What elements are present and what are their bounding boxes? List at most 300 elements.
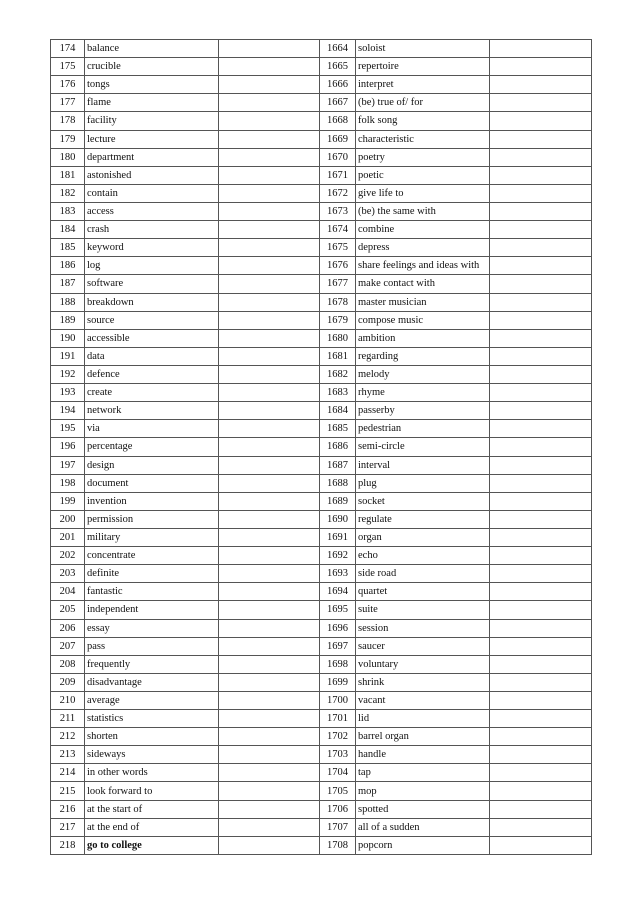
left-number-cell: 182 bbox=[51, 184, 85, 202]
left-blank-cell bbox=[219, 601, 320, 619]
table-row bbox=[51, 402, 592, 420]
left-blank-cell bbox=[219, 836, 320, 854]
right-blank-cell bbox=[490, 655, 592, 673]
right-word-cell: regarding bbox=[356, 347, 490, 365]
right-blank-cell bbox=[490, 438, 592, 456]
left-word-cell: network bbox=[85, 402, 219, 420]
right-blank-cell bbox=[490, 148, 592, 166]
left-number-cell: 188 bbox=[51, 293, 85, 311]
right-blank-cell bbox=[490, 474, 592, 492]
table-row bbox=[51, 637, 592, 655]
right-blank-cell bbox=[490, 275, 592, 293]
left-word-cell: fantastic bbox=[85, 583, 219, 601]
left-word-cell: at the start of bbox=[85, 800, 219, 818]
left-word-cell: design bbox=[85, 456, 219, 474]
left-word-cell: department bbox=[85, 148, 219, 166]
left-word-cell: permission bbox=[85, 510, 219, 528]
table-row bbox=[51, 329, 592, 347]
left-blank-cell bbox=[219, 347, 320, 365]
left-number-cell: 181 bbox=[51, 166, 85, 184]
left-number-cell: 210 bbox=[51, 691, 85, 709]
left-blank-cell bbox=[219, 583, 320, 601]
right-blank-cell bbox=[490, 565, 592, 583]
table-row bbox=[51, 746, 592, 764]
table-row bbox=[51, 202, 592, 220]
right-word-cell: shrink bbox=[356, 673, 490, 691]
right-blank-cell bbox=[490, 184, 592, 202]
right-number-cell: 1677 bbox=[320, 275, 356, 293]
left-number-cell: 209 bbox=[51, 673, 85, 691]
left-blank-cell bbox=[219, 94, 320, 112]
table-row bbox=[51, 438, 592, 456]
left-blank-cell bbox=[219, 58, 320, 76]
left-word-cell: shorten bbox=[85, 728, 219, 746]
left-blank-cell bbox=[219, 239, 320, 257]
table-row bbox=[51, 275, 592, 293]
right-word-cell: quartet bbox=[356, 583, 490, 601]
left-blank-cell bbox=[219, 637, 320, 655]
right-number-cell: 1707 bbox=[320, 818, 356, 836]
right-number-cell: 1683 bbox=[320, 384, 356, 402]
table-row bbox=[51, 420, 592, 438]
left-word-cell: defence bbox=[85, 365, 219, 383]
left-number-cell: 215 bbox=[51, 782, 85, 800]
right-number-cell: 1684 bbox=[320, 402, 356, 420]
right-blank-cell bbox=[490, 601, 592, 619]
left-blank-cell bbox=[219, 800, 320, 818]
table-row bbox=[51, 76, 592, 94]
right-word-cell: popcorn bbox=[356, 836, 490, 854]
right-number-cell: 1705 bbox=[320, 782, 356, 800]
right-number-cell: 1699 bbox=[320, 673, 356, 691]
left-blank-cell bbox=[219, 329, 320, 347]
left-word-cell: look forward to bbox=[85, 782, 219, 800]
right-blank-cell bbox=[490, 456, 592, 474]
right-number-cell: 1691 bbox=[320, 528, 356, 546]
right-number-cell: 1678 bbox=[320, 293, 356, 311]
right-word-cell: melody bbox=[356, 365, 490, 383]
left-blank-cell bbox=[219, 673, 320, 691]
right-word-cell: tap bbox=[356, 764, 490, 782]
table-row bbox=[51, 166, 592, 184]
right-word-cell: vacant bbox=[356, 691, 490, 709]
left-word-cell: via bbox=[85, 420, 219, 438]
right-word-cell: characteristic bbox=[356, 130, 490, 148]
left-blank-cell bbox=[219, 547, 320, 565]
left-blank-cell bbox=[219, 492, 320, 510]
right-word-cell: voluntary bbox=[356, 655, 490, 673]
left-word-cell: average bbox=[85, 691, 219, 709]
right-blank-cell bbox=[490, 257, 592, 275]
table-row bbox=[51, 184, 592, 202]
left-word-cell: facility bbox=[85, 112, 219, 130]
right-number-cell: 1698 bbox=[320, 655, 356, 673]
right-number-cell: 1696 bbox=[320, 619, 356, 637]
left-blank-cell bbox=[219, 275, 320, 293]
right-number-cell: 1692 bbox=[320, 547, 356, 565]
right-word-cell: socket bbox=[356, 492, 490, 510]
table-row bbox=[51, 728, 592, 746]
left-number-cell: 175 bbox=[51, 58, 85, 76]
left-word-cell: essay bbox=[85, 619, 219, 637]
left-word-cell: sideways bbox=[85, 746, 219, 764]
right-blank-cell bbox=[490, 510, 592, 528]
left-word-cell: breakdown bbox=[85, 293, 219, 311]
right-word-cell: side road bbox=[356, 565, 490, 583]
right-number-cell: 1670 bbox=[320, 148, 356, 166]
right-number-cell: 1675 bbox=[320, 239, 356, 257]
left-number-cell: 199 bbox=[51, 492, 85, 510]
left-word-cell: military bbox=[85, 528, 219, 546]
right-number-cell: 1669 bbox=[320, 130, 356, 148]
table-row bbox=[51, 601, 592, 619]
right-blank-cell bbox=[490, 691, 592, 709]
right-word-cell: poetry bbox=[356, 148, 490, 166]
left-blank-cell bbox=[219, 619, 320, 637]
right-number-cell: 1703 bbox=[320, 746, 356, 764]
left-blank-cell bbox=[219, 420, 320, 438]
table-row bbox=[51, 818, 592, 836]
table-row bbox=[51, 619, 592, 637]
left-word-cell: document bbox=[85, 474, 219, 492]
right-blank-cell bbox=[490, 583, 592, 601]
left-word-cell: independent bbox=[85, 601, 219, 619]
right-blank-cell bbox=[490, 94, 592, 112]
table-row bbox=[51, 800, 592, 818]
left-blank-cell bbox=[219, 221, 320, 239]
left-number-cell: 217 bbox=[51, 818, 85, 836]
vocabulary-table-body bbox=[51, 40, 592, 855]
right-blank-cell bbox=[490, 112, 592, 130]
table-row bbox=[51, 130, 592, 148]
left-word-cell: crucible bbox=[85, 58, 219, 76]
right-blank-cell bbox=[490, 637, 592, 655]
left-number-cell: 196 bbox=[51, 438, 85, 456]
right-word-cell: regulate bbox=[356, 510, 490, 528]
table-row bbox=[51, 655, 592, 673]
left-blank-cell bbox=[219, 510, 320, 528]
left-word-cell: keyword bbox=[85, 239, 219, 257]
right-word-cell: master musician bbox=[356, 293, 490, 311]
right-blank-cell bbox=[490, 528, 592, 546]
right-number-cell: 1666 bbox=[320, 76, 356, 94]
left-word-cell: crash bbox=[85, 221, 219, 239]
left-number-cell: 207 bbox=[51, 637, 85, 655]
right-number-cell: 1681 bbox=[320, 347, 356, 365]
right-number-cell: 1686 bbox=[320, 438, 356, 456]
left-number-cell: 201 bbox=[51, 528, 85, 546]
left-number-cell: 192 bbox=[51, 365, 85, 383]
right-blank-cell bbox=[490, 402, 592, 420]
left-word-cell: invention bbox=[85, 492, 219, 510]
left-blank-cell bbox=[219, 456, 320, 474]
left-number-cell: 190 bbox=[51, 329, 85, 347]
right-number-cell: 1700 bbox=[320, 691, 356, 709]
right-blank-cell bbox=[490, 547, 592, 565]
left-number-cell: 180 bbox=[51, 148, 85, 166]
left-word-cell: balance bbox=[85, 40, 219, 58]
left-number-cell: 191 bbox=[51, 347, 85, 365]
right-blank-cell bbox=[490, 293, 592, 311]
left-blank-cell bbox=[219, 728, 320, 746]
left-blank-cell bbox=[219, 148, 320, 166]
left-number-cell: 185 bbox=[51, 239, 85, 257]
right-word-cell: ambition bbox=[356, 329, 490, 347]
right-number-cell: 1702 bbox=[320, 728, 356, 746]
right-word-cell: share feelings and ideas with bbox=[356, 257, 490, 275]
table-row bbox=[51, 384, 592, 402]
left-number-cell: 187 bbox=[51, 275, 85, 293]
left-blank-cell bbox=[219, 257, 320, 275]
left-word-cell: pass bbox=[85, 637, 219, 655]
right-number-cell: 1693 bbox=[320, 565, 356, 583]
right-word-cell: organ bbox=[356, 528, 490, 546]
table-row bbox=[51, 94, 592, 112]
right-blank-cell bbox=[490, 311, 592, 329]
right-number-cell: 1665 bbox=[320, 58, 356, 76]
left-blank-cell bbox=[219, 40, 320, 58]
left-blank-cell bbox=[219, 76, 320, 94]
right-word-cell: soloist bbox=[356, 40, 490, 58]
left-blank-cell bbox=[219, 691, 320, 709]
left-number-cell: 198 bbox=[51, 474, 85, 492]
left-word-cell: lecture bbox=[85, 130, 219, 148]
table-row bbox=[51, 365, 592, 383]
right-blank-cell bbox=[490, 365, 592, 383]
left-number-cell: 184 bbox=[51, 221, 85, 239]
right-number-cell: 1687 bbox=[320, 456, 356, 474]
left-word-cell: log bbox=[85, 257, 219, 275]
left-number-cell: 177 bbox=[51, 94, 85, 112]
right-blank-cell bbox=[490, 202, 592, 220]
left-number-cell: 213 bbox=[51, 746, 85, 764]
left-number-cell: 216 bbox=[51, 800, 85, 818]
right-blank-cell bbox=[490, 492, 592, 510]
table-row bbox=[51, 148, 592, 166]
left-number-cell: 211 bbox=[51, 710, 85, 728]
left-word-cell: flame bbox=[85, 94, 219, 112]
right-number-cell: 1672 bbox=[320, 184, 356, 202]
table-row bbox=[51, 836, 592, 854]
left-number-cell: 193 bbox=[51, 384, 85, 402]
right-word-cell: make contact with bbox=[356, 275, 490, 293]
right-word-cell: handle bbox=[356, 746, 490, 764]
table-row bbox=[51, 221, 592, 239]
left-blank-cell bbox=[219, 184, 320, 202]
right-number-cell: 1680 bbox=[320, 329, 356, 347]
right-blank-cell bbox=[490, 673, 592, 691]
left-word-cell: contain bbox=[85, 184, 219, 202]
left-blank-cell bbox=[219, 202, 320, 220]
table-row bbox=[51, 456, 592, 474]
right-number-cell: 1704 bbox=[320, 764, 356, 782]
right-blank-cell bbox=[490, 166, 592, 184]
table-row bbox=[51, 528, 592, 546]
table-row bbox=[51, 673, 592, 691]
table-row bbox=[51, 40, 592, 58]
left-number-cell: 189 bbox=[51, 311, 85, 329]
right-word-cell: plug bbox=[356, 474, 490, 492]
left-number-cell: 183 bbox=[51, 202, 85, 220]
left-word-cell: data bbox=[85, 347, 219, 365]
left-number-cell: 203 bbox=[51, 565, 85, 583]
left-word-cell: percentage bbox=[85, 438, 219, 456]
right-number-cell: 1664 bbox=[320, 40, 356, 58]
right-blank-cell bbox=[490, 329, 592, 347]
table-row bbox=[51, 474, 592, 492]
table-row bbox=[51, 311, 592, 329]
right-blank-cell bbox=[490, 818, 592, 836]
left-word-cell: disadvantage bbox=[85, 673, 219, 691]
left-blank-cell bbox=[219, 782, 320, 800]
right-number-cell: 1701 bbox=[320, 710, 356, 728]
right-blank-cell bbox=[490, 619, 592, 637]
left-blank-cell bbox=[219, 746, 320, 764]
right-word-cell: saucer bbox=[356, 637, 490, 655]
right-word-cell: spotted bbox=[356, 800, 490, 818]
left-number-cell: 205 bbox=[51, 601, 85, 619]
left-blank-cell bbox=[219, 764, 320, 782]
right-word-cell: give life to bbox=[356, 184, 490, 202]
right-number-cell: 1667 bbox=[320, 94, 356, 112]
right-number-cell: 1688 bbox=[320, 474, 356, 492]
left-blank-cell bbox=[219, 311, 320, 329]
left-number-cell: 179 bbox=[51, 130, 85, 148]
table-row bbox=[51, 257, 592, 275]
left-word-cell: source bbox=[85, 311, 219, 329]
right-word-cell: compose music bbox=[356, 311, 490, 329]
left-blank-cell bbox=[219, 402, 320, 420]
right-blank-cell bbox=[490, 384, 592, 402]
right-number-cell: 1671 bbox=[320, 166, 356, 184]
right-word-cell: rhyme bbox=[356, 384, 490, 402]
left-word-cell: frequently bbox=[85, 655, 219, 673]
right-number-cell: 1685 bbox=[320, 420, 356, 438]
left-blank-cell bbox=[219, 528, 320, 546]
right-blank-cell bbox=[490, 239, 592, 257]
right-blank-cell bbox=[490, 764, 592, 782]
right-word-cell: barrel organ bbox=[356, 728, 490, 746]
left-blank-cell bbox=[219, 384, 320, 402]
right-blank-cell bbox=[490, 728, 592, 746]
right-number-cell: 1697 bbox=[320, 637, 356, 655]
right-number-cell: 1708 bbox=[320, 836, 356, 854]
left-word-cell: create bbox=[85, 384, 219, 402]
right-blank-cell bbox=[490, 746, 592, 764]
right-blank-cell bbox=[490, 76, 592, 94]
right-blank-cell bbox=[490, 221, 592, 239]
left-word-cell: concentrate bbox=[85, 547, 219, 565]
right-blank-cell bbox=[490, 347, 592, 365]
right-word-cell: session bbox=[356, 619, 490, 637]
left-blank-cell bbox=[219, 655, 320, 673]
right-blank-cell bbox=[490, 800, 592, 818]
right-number-cell: 1674 bbox=[320, 221, 356, 239]
left-number-cell: 206 bbox=[51, 619, 85, 637]
left-word-cell: accessible bbox=[85, 329, 219, 347]
left-number-cell: 208 bbox=[51, 655, 85, 673]
right-blank-cell bbox=[490, 782, 592, 800]
right-number-cell: 1676 bbox=[320, 257, 356, 275]
right-number-cell: 1682 bbox=[320, 365, 356, 383]
table-row bbox=[51, 710, 592, 728]
left-blank-cell bbox=[219, 474, 320, 492]
table-row bbox=[51, 492, 592, 510]
left-word-cell: definite bbox=[85, 565, 219, 583]
right-word-cell: semi-circle bbox=[356, 438, 490, 456]
right-word-cell: (be) the same with bbox=[356, 202, 490, 220]
right-word-cell: (be) true of/ for bbox=[356, 94, 490, 112]
left-word-cell: software bbox=[85, 275, 219, 293]
right-number-cell: 1695 bbox=[320, 601, 356, 619]
left-number-cell: 186 bbox=[51, 257, 85, 275]
left-number-cell: 174 bbox=[51, 40, 85, 58]
right-number-cell: 1694 bbox=[320, 583, 356, 601]
left-number-cell: 195 bbox=[51, 420, 85, 438]
left-word-cell: at the end of bbox=[85, 818, 219, 836]
left-number-cell: 218 bbox=[51, 836, 85, 854]
table-row bbox=[51, 510, 592, 528]
right-word-cell: echo bbox=[356, 547, 490, 565]
left-blank-cell bbox=[219, 130, 320, 148]
left-number-cell: 178 bbox=[51, 112, 85, 130]
right-word-cell: pedestrian bbox=[356, 420, 490, 438]
left-number-cell: 197 bbox=[51, 456, 85, 474]
table-row bbox=[51, 782, 592, 800]
right-number-cell: 1706 bbox=[320, 800, 356, 818]
right-blank-cell bbox=[490, 58, 592, 76]
left-word-cell: tongs bbox=[85, 76, 219, 94]
right-word-cell: interpret bbox=[356, 76, 490, 94]
right-number-cell: 1690 bbox=[320, 510, 356, 528]
left-word-cell: go to college bbox=[85, 836, 219, 854]
left-number-cell: 202 bbox=[51, 547, 85, 565]
right-blank-cell bbox=[490, 836, 592, 854]
left-word-cell: statistics bbox=[85, 710, 219, 728]
right-word-cell: folk song bbox=[356, 112, 490, 130]
right-word-cell: repertoire bbox=[356, 58, 490, 76]
left-word-cell: access bbox=[85, 202, 219, 220]
table-row bbox=[51, 547, 592, 565]
right-word-cell: poetic bbox=[356, 166, 490, 184]
left-number-cell: 212 bbox=[51, 728, 85, 746]
left-blank-cell bbox=[219, 565, 320, 583]
right-blank-cell bbox=[490, 130, 592, 148]
right-number-cell: 1673 bbox=[320, 202, 356, 220]
left-blank-cell bbox=[219, 166, 320, 184]
table-row bbox=[51, 691, 592, 709]
left-number-cell: 194 bbox=[51, 402, 85, 420]
vocabulary-table bbox=[50, 39, 592, 855]
right-word-cell: passerby bbox=[356, 402, 490, 420]
right-word-cell: suite bbox=[356, 601, 490, 619]
left-number-cell: 214 bbox=[51, 764, 85, 782]
left-number-cell: 204 bbox=[51, 583, 85, 601]
right-blank-cell bbox=[490, 710, 592, 728]
left-blank-cell bbox=[219, 710, 320, 728]
right-word-cell: combine bbox=[356, 221, 490, 239]
right-number-cell: 1679 bbox=[320, 311, 356, 329]
table-row bbox=[51, 347, 592, 365]
table-row bbox=[51, 112, 592, 130]
right-word-cell: lid bbox=[356, 710, 490, 728]
right-word-cell: depress bbox=[356, 239, 490, 257]
left-blank-cell bbox=[219, 365, 320, 383]
left-word-cell: astonished bbox=[85, 166, 219, 184]
left-number-cell: 200 bbox=[51, 510, 85, 528]
right-blank-cell bbox=[490, 40, 592, 58]
left-number-cell: 176 bbox=[51, 76, 85, 94]
